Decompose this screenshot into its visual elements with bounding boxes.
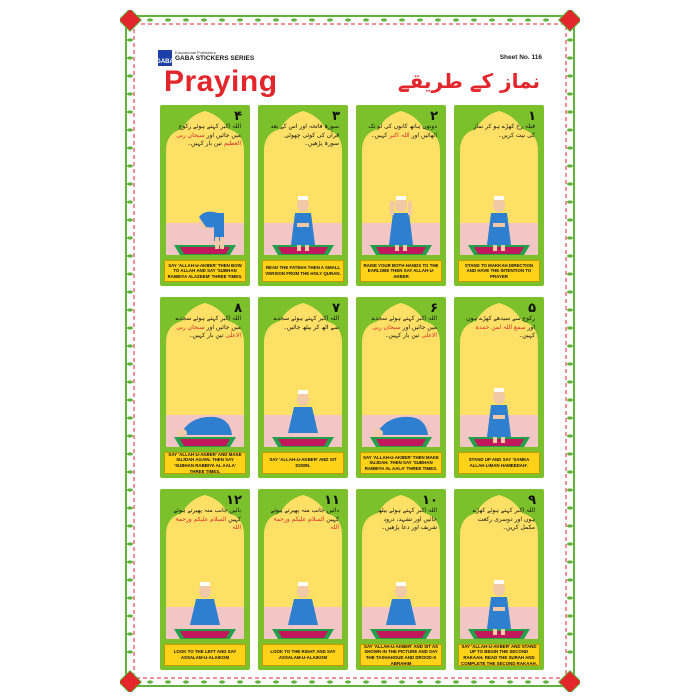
border-leaf xyxy=(567,380,573,383)
step-card xyxy=(258,105,348,286)
border-leaf xyxy=(381,18,387,21)
page-title-urdu: نماز کے طریقے xyxy=(397,69,540,93)
brand-series: GABA STICKERS SERIES xyxy=(175,55,255,62)
step-urdu-line: قبلہ رخ کھڑے ہو کر نماز کی نیت کریں۔ xyxy=(473,123,535,139)
step-urdu-text xyxy=(466,507,535,533)
border-leaf xyxy=(127,182,133,185)
step-urdu-line: دونوں ہاتھ کانوں کی لو تک اٹھائیں اور xyxy=(368,123,437,139)
border-leaf xyxy=(567,254,573,257)
step-urdu-end: کہیں۔ xyxy=(518,332,535,339)
border-leaf xyxy=(127,362,133,365)
border-leaf xyxy=(363,680,369,683)
border-leaf xyxy=(567,578,573,581)
border-leaf xyxy=(127,272,133,275)
step-card xyxy=(454,489,544,670)
border-leaf xyxy=(127,128,133,131)
step-number: ۴ xyxy=(234,109,242,124)
border-leaf xyxy=(435,18,441,21)
border-leaf xyxy=(127,218,133,221)
step-urdu-line: بائیں جانب منہ پھیرتے ہوئے کہیں xyxy=(173,507,241,523)
border-leaf xyxy=(127,146,133,149)
border-leaf xyxy=(127,542,133,545)
border-leaf xyxy=(567,164,573,167)
step-urdu-text xyxy=(172,507,241,533)
border-leaf xyxy=(567,146,573,149)
border-leaf xyxy=(127,380,133,383)
step-urdu-dua: السلام علیکم ورحمۃ اللہ xyxy=(175,515,241,531)
step-urdu-line: اللہ اکبر کہتے ہوئے سجدے سے اٹھ کر بیٹھ جائیں۔ xyxy=(273,315,339,331)
border-leaf xyxy=(165,680,171,683)
border-leaf xyxy=(273,18,279,21)
border-leaf xyxy=(567,200,573,203)
step-urdu-dua: اللہ اکبر xyxy=(389,131,410,139)
step-caption: SAY 'ALLAH-U-AKBER' AND SIT AS SHOWN IN THE PICTURE AND SAY THE TASHAHOUD AND DROOD-S ABRAHIM xyxy=(360,644,442,666)
border-leaf xyxy=(127,452,133,455)
step-card xyxy=(160,105,250,286)
border-leaf xyxy=(127,470,133,473)
border-leaf xyxy=(127,56,133,59)
step-urdu-text xyxy=(270,123,339,149)
brand-tagline: Educational Publishers xyxy=(175,50,216,55)
step-urdu-end: کہیں۔ xyxy=(370,131,388,139)
border-leaf xyxy=(507,680,513,683)
step-urdu-dua: سمع اللہ لمن حمدہ xyxy=(475,323,526,331)
border-leaf xyxy=(567,362,573,365)
step-card xyxy=(356,105,446,286)
border-leaf xyxy=(543,18,549,21)
step-number: ۱۱ xyxy=(324,493,340,508)
step-urdu-text xyxy=(270,507,339,533)
border-leaf xyxy=(255,680,261,683)
step-urdu-end: تین بار کہیں۔ xyxy=(187,140,222,147)
border-leaf xyxy=(127,236,133,239)
step-caption: SAY 'ALLAH-U-AKBER' AND STAND UP TO BEGIN THE SECOND RAKAAH. READ THE SURAH AND COMPLETE THE SECOND RAKAAH. xyxy=(458,644,540,666)
step-card xyxy=(160,489,250,670)
step-caption: LOOK TO THE RIGHT AND SAY ASSALAM-U-ALAIKOM xyxy=(262,644,344,666)
step-number: ۶ xyxy=(430,301,438,316)
border-leaf xyxy=(489,680,495,683)
border-leaf xyxy=(127,632,133,635)
border-leaf xyxy=(471,18,477,21)
step-card xyxy=(454,105,544,286)
step-card xyxy=(356,297,446,478)
border-leaf xyxy=(363,18,369,21)
border-leaf xyxy=(327,680,333,683)
border-leaf xyxy=(165,18,171,21)
step-caption: LOOK TO THE LEFT AND SAY ASSALAM-U-ALAIKOM xyxy=(164,644,246,666)
border-leaf xyxy=(309,18,315,21)
border-leaf xyxy=(127,290,133,293)
border-leaf xyxy=(567,398,573,401)
step-urdu-dua: السلام علیکم ورحمۃ اللہ xyxy=(273,515,339,531)
step-number: ۷ xyxy=(332,301,340,316)
border-leaf xyxy=(567,326,573,329)
border-leaf xyxy=(237,18,243,21)
border-leaf xyxy=(417,18,423,21)
border-leaf xyxy=(345,18,351,21)
border-leaf xyxy=(183,680,189,683)
border-leaf xyxy=(567,596,573,599)
border-leaf xyxy=(567,290,573,293)
step-urdu-text xyxy=(368,507,437,533)
step-number: ۱۲ xyxy=(226,493,242,508)
step-caption: SAY 'ALLAH-U-AKBER' THEN MAKE SUJDAH. THEN SAY 'SUBHAN RABBIYA AL AALA' THREE TIMES. xyxy=(360,452,442,474)
border-leaf xyxy=(525,680,531,683)
step-urdu-dua: سبحان ربی الاعلٰی xyxy=(372,323,437,339)
step-urdu-text xyxy=(466,315,535,341)
border-leaf xyxy=(567,452,573,455)
border-leaf xyxy=(127,488,133,491)
step-urdu-text xyxy=(368,123,437,140)
publisher-logo: GABA xyxy=(158,50,172,66)
step-urdu-dua: سبحان ربی الاعلٰی xyxy=(176,323,241,339)
border-leaf xyxy=(399,680,405,683)
step-number: ۵ xyxy=(528,301,536,316)
border-leaf xyxy=(507,18,513,21)
border-leaf xyxy=(567,524,573,527)
border-leaf xyxy=(219,18,225,21)
border-leaf xyxy=(525,18,531,21)
border-leaf xyxy=(567,632,573,635)
border-leaf xyxy=(567,56,573,59)
border-leaf xyxy=(127,254,133,257)
steps-grid xyxy=(160,105,544,670)
border-leaf xyxy=(147,18,153,21)
step-caption: STAND TO MAKKAH DIRECTION AND HAVE THE INTENTION TO PRAYER xyxy=(458,260,540,282)
border-leaf xyxy=(567,506,573,509)
sheet-number: Sheet No. 116 xyxy=(499,54,542,61)
step-number: ۱۰ xyxy=(422,493,438,508)
step-urdu-line: اللہ اکبر کہتے ہوئے سجدے میں جائیں اور xyxy=(371,315,437,331)
border-leaf xyxy=(489,18,495,21)
border-leaf xyxy=(127,92,133,95)
step-urdu-line: رکوع سے سیدھے کھڑے ہوں اور xyxy=(466,315,535,331)
border-leaf xyxy=(291,680,297,683)
border-leaf xyxy=(127,524,133,527)
border-leaf xyxy=(567,272,573,275)
step-urdu-end: تین بار کہیں۔ xyxy=(188,332,224,339)
step-number: ۲ xyxy=(430,109,438,124)
border-leaf xyxy=(327,18,333,21)
border-leaf xyxy=(291,18,297,21)
step-urdu-dua: سبحان ربی العظیم xyxy=(176,131,241,147)
border-leaf xyxy=(567,542,573,545)
border-leaf xyxy=(127,110,133,113)
step-caption: SAY 'ALLAH-U-AKBER' AND SIT DOWN. xyxy=(262,452,344,474)
border-leaf xyxy=(567,92,573,95)
border-leaf xyxy=(567,560,573,563)
border-leaf xyxy=(567,182,573,185)
border-leaf xyxy=(567,128,573,131)
page-title: Praying xyxy=(164,65,278,98)
border-leaf xyxy=(201,18,207,21)
border-leaf xyxy=(567,416,573,419)
border-leaf xyxy=(127,164,133,167)
border-leaf xyxy=(127,38,133,41)
border-leaf xyxy=(567,308,573,311)
border-leaf xyxy=(567,236,573,239)
border-leaf xyxy=(273,680,279,683)
poster-sheet xyxy=(120,10,580,692)
border-leaf xyxy=(255,18,261,21)
border-leaf xyxy=(127,506,133,509)
border-leaf xyxy=(567,488,573,491)
border-leaf xyxy=(127,650,133,653)
border-leaf xyxy=(453,680,459,683)
border-leaf xyxy=(381,680,387,683)
step-caption: SAY 'ALLAH-U-AKBER' THEN BOW TO ALLAH AND SAY 'SUBHAN RABBIYA ALAZEEM' THREE TIMES. xyxy=(164,260,246,282)
step-urdu-text xyxy=(172,315,241,341)
border-leaf xyxy=(567,218,573,221)
step-card xyxy=(454,297,544,478)
border-leaf xyxy=(453,18,459,21)
border-leaf xyxy=(237,680,243,683)
step-urdu-text xyxy=(270,315,339,332)
border-leaf xyxy=(567,614,573,617)
border-leaf xyxy=(567,344,573,347)
border-leaf xyxy=(543,680,549,683)
border-leaf xyxy=(567,470,573,473)
border-leaf xyxy=(435,680,441,683)
border-leaf xyxy=(417,680,423,683)
step-caption: RAISE YOUR BOTH HANDS TO THE EARLOBE THEN SAY ALLAH-U-AKBER xyxy=(360,260,442,282)
step-urdu-text xyxy=(368,315,437,341)
border-leaf xyxy=(201,680,207,683)
border-leaf xyxy=(567,650,573,653)
step-card xyxy=(356,489,446,670)
border-leaf xyxy=(345,680,351,683)
step-urdu-line: اللہ اکبر کہتے ہوئے رکوع میں جائیں اور xyxy=(178,123,241,139)
border-leaf xyxy=(147,680,153,683)
step-urdu-line: سورۃ فاتحہ اور اس کے بعد قرآن کی کوئی چھوٹی سورۃ پڑھیں۔ xyxy=(270,123,339,147)
step-caption: SAY 'ALLAH-U-AKBER' AND MAKE SUJDAH AGAIN. THEN SAY 'SUBHAN RABBIYA AL AALA' THREE TIMES. xyxy=(164,452,246,474)
border-leaf xyxy=(567,110,573,113)
border-leaf xyxy=(127,74,133,77)
border-leaf xyxy=(127,434,133,437)
step-card xyxy=(258,297,348,478)
step-number: ۹ xyxy=(528,493,536,508)
border-leaf xyxy=(399,18,405,21)
step-number: ۸ xyxy=(234,301,242,316)
border-leaf xyxy=(127,560,133,563)
step-caption: READ THE FATEHA THEN A SMALL VERSION FROM THE HOLY QURAN. xyxy=(262,260,344,282)
step-urdu-text xyxy=(172,123,241,149)
border-leaf xyxy=(127,200,133,203)
border-leaf xyxy=(127,416,133,419)
border-leaf xyxy=(127,344,133,347)
border-leaf xyxy=(127,308,133,311)
step-number: ۳ xyxy=(332,109,340,124)
step-urdu-line: اللہ اکبر کہتے ہوئے کھڑے ہوں اور دوسری رکعت مکمل کریں۔ xyxy=(472,507,535,531)
step-urdu-line: اللہ اکبر کہتے ہوئے بیٹھ جائیں اور تشہد، درود شریف اور دعا پڑھیں۔ xyxy=(378,507,437,531)
step-urdu-line: دائیں جانب منہ پھیرتے ہوئے کہیں xyxy=(270,507,339,523)
step-urdu-end: تین بار کہیں۔ xyxy=(384,332,420,339)
border-leaf xyxy=(127,596,133,599)
border-leaf xyxy=(567,74,573,77)
border-leaf xyxy=(127,398,133,401)
step-card xyxy=(258,489,348,670)
step-card xyxy=(160,297,250,478)
border-leaf xyxy=(127,614,133,617)
step-urdu-line: اللہ اکبر کہتے ہوئے سجدے میں جائیں اور xyxy=(175,315,241,331)
border-leaf xyxy=(183,18,189,21)
border-leaf xyxy=(471,680,477,683)
border-leaf xyxy=(219,680,225,683)
step-number: ۱ xyxy=(528,109,536,124)
border-leaf xyxy=(127,578,133,581)
step-urdu-text xyxy=(466,123,535,140)
border-leaf xyxy=(127,326,133,329)
step-caption: STAND UP AND SAY 'SAMEA ALLAH LIMAN HAMEEDAH'. xyxy=(458,452,540,474)
border-leaf xyxy=(567,38,573,41)
border-leaf xyxy=(567,434,573,437)
border-leaf xyxy=(309,680,315,683)
